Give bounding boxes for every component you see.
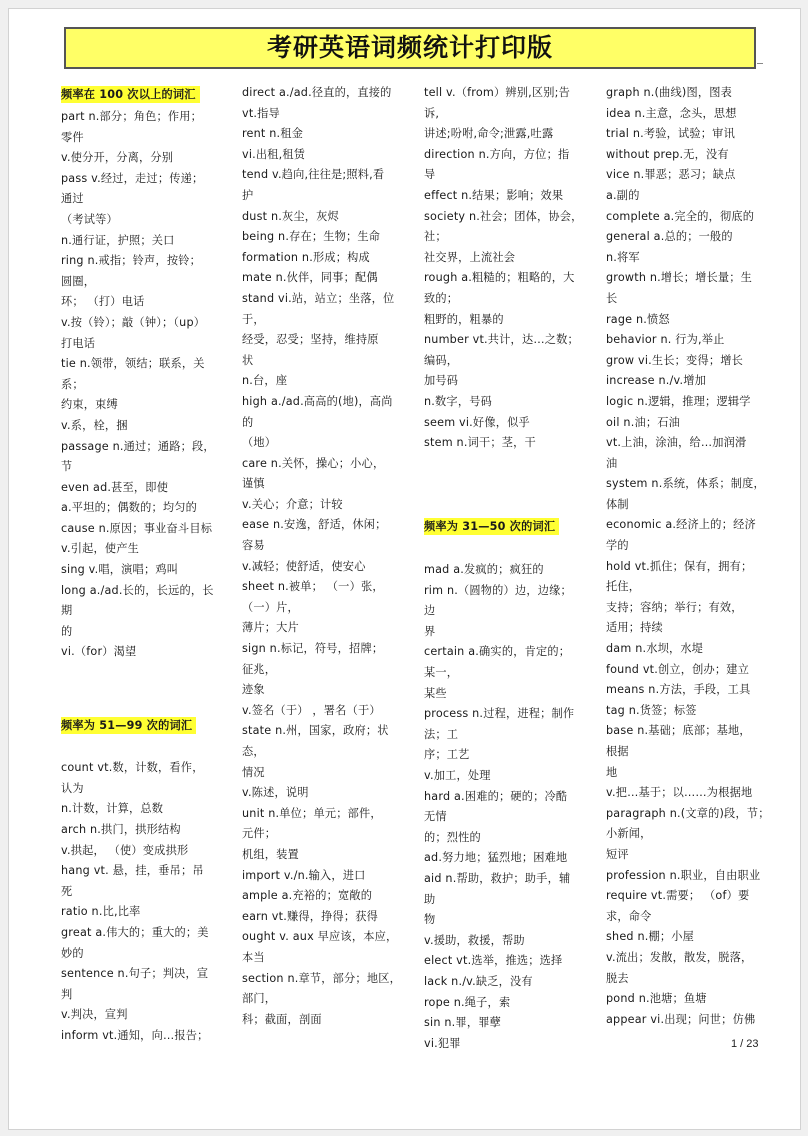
vocab-entry-line: earn vt.赚得，挣得；获得	[242, 909, 379, 923]
vocab-entry-line: trial n.考验，试验；审讯	[606, 127, 735, 141]
vocab-entry-line: 讲述;吩咐,命令;泄露,吐露	[424, 127, 554, 141]
vocab-entry-line: process n.过程，进程；制作	[424, 707, 575, 721]
vocab-entry-line: v.判决，宣判	[61, 1008, 128, 1022]
vocab-entry-line: 适用；持续	[606, 621, 663, 635]
column-2	[242, 83, 420, 1030]
vocab-entry-line: n.将军	[606, 250, 640, 264]
vocab-entry-line: vi.出租,租赁	[242, 147, 306, 161]
vocab-entry-line: sheet n.被单； （一）张，	[242, 580, 384, 594]
vocab-entry-line: direction n.方向，方位；指	[424, 147, 570, 161]
vocab-entry-line: sing v.唱，演唱；鸡叫	[61, 563, 179, 577]
vocab-entry-line: 地	[606, 765, 618, 779]
vocab-entry-line: 序；工艺	[424, 748, 470, 762]
vocab-entry-line: 根据	[606, 745, 629, 758]
vocab-entry-line: effect n.结果；影响；效果	[424, 188, 564, 202]
vocab-entry-line: mad a.发疯的；疯狂的	[424, 563, 544, 577]
vocab-entry-line: 科；截面，剖面	[242, 1012, 322, 1026]
vocab-entry-line: （考试等）	[61, 212, 118, 226]
vocab-entry-line: ease n.安逸，舒适，休闲；	[242, 518, 387, 532]
vocab-entry-line: hold vt.抓住；保有，拥有；	[606, 559, 753, 573]
vocab-entry-line: 粗野的，粗暴的	[424, 312, 504, 326]
vocab-entry-line: idea n.主意，念头，思想	[606, 106, 737, 120]
vocab-entry-line: 态，	[242, 745, 265, 758]
vocab-entry-line: 长	[606, 291, 618, 305]
vocab-entry-line: behavior n. 行为,举止	[606, 333, 725, 347]
vocab-entry-line: 诉,	[424, 106, 440, 120]
vocab-entry-line: certain a.确实的，肯定的；	[424, 645, 571, 659]
vocab-entry-line: found vt.创立，创办；建立	[606, 662, 750, 676]
vocab-entry-line: stand vi.站，站立；坐落，位	[242, 291, 395, 305]
vocab-entry-line: 的	[242, 415, 254, 429]
vocab-entry-line: 经受，忍受；坚持，维持原	[242, 333, 379, 347]
vocab-entry-line: formation n.形成；构成	[242, 250, 370, 264]
vocab-entry-line: v.按（铃）；敲（钟）；（up）	[61, 315, 206, 329]
vocab-entry-line: dam n.水坝，水堤	[606, 642, 704, 656]
vocab-entry-line: （地）	[242, 436, 277, 450]
corner-mark	[757, 63, 763, 64]
vocab-entry-line: v.援助，救援，帮助	[424, 933, 525, 947]
vocab-entry-line: unit n.单位；单元；部件，	[242, 806, 382, 820]
vocab-entry-line: paragraph n.(文章的)段，节；	[606, 806, 770, 820]
vocab-entry-line: 支持；容纳；举行；有效，	[606, 600, 743, 614]
vocab-entry-line: tag n.货签；标签	[606, 703, 697, 717]
vocab-entry-line: base n.基础；底部；基地，	[606, 724, 751, 738]
vocab-entry-line: v.减轻；使舒适，使安心	[242, 559, 366, 573]
vocab-entry-line: 某些	[424, 686, 447, 700]
vocab-entry-line: n.数字，号码	[424, 394, 492, 408]
vocab-entry-line: shed n.棚；小屋	[606, 930, 695, 944]
section-heading-text: 频率为 31—50 次的词汇	[424, 518, 559, 535]
vocab-entry-line: number vt.共计，达…之数；	[424, 333, 579, 347]
vocab-entry-line: 导	[424, 168, 436, 182]
vocab-entry-line: 小新闻，	[606, 827, 652, 841]
blank-line	[61, 693, 239, 714]
vocab-entry-line: 环； （打）电话	[61, 295, 145, 309]
vocab-entry-line: seem vi.好像，似乎	[424, 415, 530, 429]
vocab-entry-line: 编码，	[424, 353, 459, 367]
vocab-entry-line: 约束，束缚	[61, 398, 118, 412]
column-3	[424, 83, 602, 1054]
vocab-entry-line: v.流出；发散，散发，脱落，	[606, 950, 753, 964]
vocab-entry-line: 护	[242, 188, 254, 202]
vocab-entry-line: rent n.租金	[242, 127, 304, 141]
blank-line	[424, 495, 602, 516]
vocab-entry-line: cause n.原因；事业奋斗目标	[61, 521, 213, 535]
vocab-entry-line: 容易	[242, 539, 265, 553]
vocab-entry-line: graph n.(曲线)图，图表	[606, 86, 733, 99]
vocab-entry-line: v.系，栓，捆	[61, 418, 128, 432]
vocab-entry-line: growth n.增长；增长量；生	[606, 271, 753, 285]
vocab-entry-line: means n.方法，手段，工具	[606, 683, 751, 697]
blank-line	[61, 663, 239, 693]
vocab-entry-line: 短评	[606, 847, 629, 861]
vocab-entry-line: vt.指导	[242, 106, 280, 120]
vocab-entry-line: 状	[242, 353, 254, 367]
vocab-entry-line: increase n./v.增加	[606, 374, 707, 388]
vocab-entry-line: pass v.经过，走过；传递；	[61, 171, 204, 185]
vocab-entry-line: 某一，	[424, 666, 459, 680]
vocab-entry-line: 通过	[61, 192, 84, 206]
page-title: 考研英语词频统计打印版	[266, 33, 553, 62]
vocab-entry-line: system n.系统，体系；制度，	[606, 477, 765, 491]
vocab-entry-line: 圆圈，	[61, 274, 96, 288]
vocab-entry-line: （一）片，	[242, 600, 299, 614]
vocab-entry-line: vi.（for）渴望	[61, 645, 137, 659]
blank-line	[61, 738, 239, 759]
vocab-entry-line: vt.上油，涂油，给…加润滑	[606, 436, 747, 450]
vocab-entry-line: v.拱起， （使）变成拱形	[61, 843, 189, 857]
vocab-entry-line: oil n.油；石油	[606, 415, 681, 429]
vocab-entry-line: 助	[424, 892, 436, 906]
title-banner	[64, 27, 756, 69]
vocab-entry-line: lack n./v.缺乏，没有	[424, 974, 533, 988]
vocab-entry-line: being n.存在；生物；生命	[242, 230, 381, 244]
vocab-entry-line: state n.州，国家，政府；状	[242, 724, 389, 738]
vocab-entry-line: 迹象	[242, 683, 265, 697]
vocab-entry-line: 节	[61, 460, 73, 474]
vocab-entry-line: 机组，装置	[242, 847, 299, 861]
vocab-entry-line: v.引起，使产生	[61, 542, 140, 556]
section-heading	[61, 83, 239, 107]
vocab-entry-line: 的	[61, 624, 73, 638]
vocab-entry-line: economic a.经济上的；经济	[606, 518, 756, 532]
vocab-entry-line: count vt.数，计数，看作，	[61, 761, 204, 775]
vocab-entry-line: inform vt.通知，向…报告；	[61, 1028, 209, 1042]
vocab-entry-line: passage n.通过；通路；段，	[61, 439, 215, 453]
vocab-entry-line: 判	[61, 987, 73, 1001]
vocab-entry-line: profession n.职业，自由职业	[606, 868, 761, 882]
vocab-entry-line: elect vt.选举，推选；选择	[424, 954, 563, 968]
vocab-entry-line: 征兆，	[242, 662, 277, 676]
vocab-entry-line: require vt.需要； （of）要	[606, 889, 750, 903]
vocab-entry-line: arch n.拱门，拱形结构	[61, 823, 181, 836]
vocab-entry-line: without prep.无，没有	[606, 147, 729, 161]
vocab-entry-line: 谨慎	[242, 477, 265, 491]
vocab-entry-line: n.台，座	[242, 374, 288, 388]
vocab-entry-line: v.使分开，分离，分别	[61, 151, 174, 165]
vocab-entry-line: even ad.甚至，即使	[61, 480, 169, 494]
vocab-entry-line: logic n.逻辑，推理；逻辑学	[606, 394, 751, 408]
vocab-entry-line: 打电话	[61, 336, 96, 350]
vocab-entry-line: ring n.戒指；铃声，按铃；	[61, 254, 201, 268]
vocab-entry-line: grow vi.生长；变得；增长	[606, 353, 743, 367]
vocab-entry-line: sentence n.句子；判决，宣	[61, 967, 209, 981]
page-number: 1 / 23	[731, 1038, 759, 1050]
vocab-entry-line: 死	[61, 884, 73, 898]
blank-line	[424, 539, 602, 560]
vocab-entry-line: 界	[424, 624, 436, 638]
vocab-entry-line: ample a.充裕的；宽敞的	[242, 889, 373, 903]
vocab-entry-line: 致的；	[424, 291, 459, 305]
vocab-entry-line: appear vi.出现；问世；仿佛	[606, 1012, 756, 1026]
vocab-entry-line: tell v.（from）辨别,区别;告	[424, 86, 571, 99]
vocab-entry-line: rim n.（圆物的）边，边缘；	[424, 583, 572, 597]
vocab-entry-line: rough a.粗糙的；粗略的，大	[424, 271, 575, 285]
vocab-entry-line: great a.伟大的；重大的；美	[61, 925, 209, 939]
vocab-entry-line: part n.部分；角色；作用；	[61, 110, 203, 123]
vocab-entry-line: 油	[606, 456, 618, 470]
vocab-entry-line: n.通行证，护照；关口	[61, 233, 175, 247]
document-page	[8, 8, 801, 1130]
vocab-entry-line: ought v. aux 早应该，本应，	[242, 930, 398, 944]
vocab-entry-line: v.把…基于；以……为根据地	[606, 786, 753, 800]
vocab-entry-line: 情况	[242, 765, 265, 779]
vocab-entry-line: 期	[61, 604, 73, 618]
vocab-entry-line: sign n.标记，符号，招牌；	[242, 642, 384, 656]
vocab-entry-line: n.计数，计算，总数	[61, 802, 164, 816]
vocab-entry-line: long a./ad.长的，长远的，长	[61, 583, 214, 597]
section-heading-text: 频率为 51—99 次的词汇	[61, 717, 196, 734]
vocab-entry-line: high a./ad.高高的(地)，高尚	[242, 394, 393, 408]
vocab-entry-line: care n.关怀，操心；小心，	[242, 456, 385, 470]
vocab-entry-line: ad.努力地；猛烈地；困难地	[424, 851, 568, 865]
vocab-entry-line: 社交界，上流社会	[424, 250, 516, 264]
section-heading	[424, 515, 602, 539]
vocab-entry-line: ratio n.比,比率	[61, 905, 141, 919]
vocab-entry-line: hang vt. 悬，挂，垂吊；吊	[61, 864, 204, 878]
vocab-entry-line: v.签名（于） ，署名（于）	[242, 703, 381, 717]
vocab-entry-line: rage n.愤怒	[606, 312, 670, 326]
vocab-entry-line: a.副的	[606, 188, 640, 202]
vocab-entry-line: tend v.趋向,往往是;照料,看	[242, 168, 385, 182]
vocab-entry-line: 加号码	[424, 374, 459, 388]
vocab-entry-line: v.关心；介意；计较	[242, 497, 343, 511]
vocab-entry-line: 学的	[606, 539, 629, 553]
vocab-entry-line: rope n.绳子，索	[424, 995, 511, 1009]
section-heading-text: 频率在 100 次以上的词汇	[61, 86, 200, 103]
vocab-entry-line: 边	[424, 604, 436, 618]
blank-line	[424, 454, 602, 475]
column-1	[61, 83, 239, 1047]
vocab-entry-line: dust n.灰尘，灰烬	[242, 209, 339, 223]
vocab-entry-line: v.陈述，说明	[242, 786, 309, 800]
vocab-entry-line: v.加工，处理	[424, 769, 491, 782]
vocab-entry-line: aid n.帮助，救护；助手，辅	[424, 871, 571, 885]
section-heading	[61, 714, 239, 738]
vocab-entry-line: 脱去	[606, 971, 629, 985]
vocab-entry-line: 体制	[606, 497, 629, 511]
vocab-entry-line: 于，	[242, 312, 265, 326]
vocab-entry-line: 认为	[61, 781, 84, 795]
vocab-entry-line: complete a.完全的，彻底的	[606, 209, 755, 223]
vocab-entry-line: stem n.词干；茎，干	[424, 436, 536, 450]
vocab-entry-line: 物	[424, 913, 436, 927]
vocab-entry-line: 本当	[242, 950, 265, 964]
blank-line	[424, 474, 602, 495]
vocab-entry-line: hard a.困难的；硬的；冷酷	[424, 789, 568, 803]
vocab-entry-line: 无情	[424, 810, 447, 824]
vocab-entry-line: 薄片；大片	[242, 621, 299, 635]
vocab-entry-line: 妙的	[61, 946, 84, 960]
vocab-entry-line: 法；工	[424, 727, 459, 741]
vocab-entry-line: pond n.池塘；鱼塘	[606, 992, 707, 1006]
column-4	[606, 83, 784, 1030]
vocab-entry-line: direct a./ad.径直的，直接的	[242, 86, 392, 99]
vocab-entry-line: 部门，	[242, 992, 277, 1006]
vocab-entry-line: 元件；	[242, 827, 277, 841]
vocab-entry-line: 零件	[61, 130, 84, 144]
vocab-entry-line: vi.犯罪	[424, 1036, 461, 1050]
vocab-entry-line: mate n.伙伴，同事；配偶	[242, 271, 378, 285]
vocab-entry-line: 求，命令	[606, 909, 652, 923]
vocab-entry-line: import v./n.输入，进口	[242, 868, 366, 882]
vocab-entry-line: sin n.罪，罪孽	[424, 1016, 501, 1030]
vocab-entry-line: 的；烈性的	[424, 830, 481, 844]
vocab-entry-line: society n.社会；团体，协会，	[424, 209, 583, 223]
vocab-entry-line: general a.总的；一般的	[606, 230, 733, 244]
vocab-entry-line: vice n.罪恶；恶习；缺点	[606, 168, 736, 182]
vocab-entry-line: 社；	[424, 230, 447, 244]
vocab-entry-line: 系；	[61, 377, 84, 391]
vocab-entry-line: a.平坦的；偶数的；均匀的	[61, 501, 198, 515]
vocab-entry-line: 托住，	[606, 580, 641, 594]
vocab-entry-line: section n.章节，部分；地区，	[242, 971, 401, 985]
vocab-entry-line: tie n.领带，领结；联系，关	[61, 357, 205, 371]
